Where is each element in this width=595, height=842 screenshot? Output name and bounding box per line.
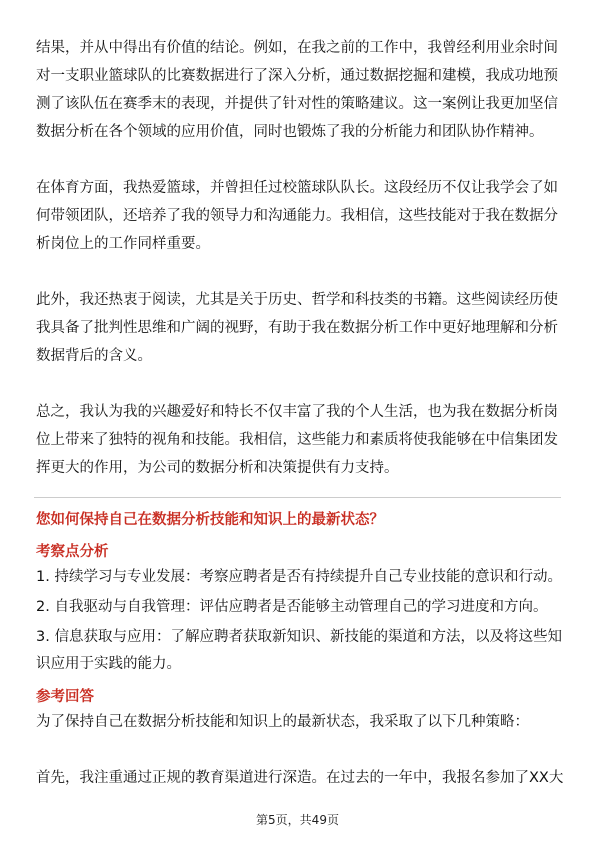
list-item: 3. 信息获取与应用：了解应聘者获取新知识、新技能的渠道和方法，以及将这些知 [36, 629, 562, 645]
answer-heading: 参考回答 [36, 689, 94, 705]
answer-intro: 为了保持自己在数据分析技能和知识上的最新状态，我采取了以下几种策略： [36, 714, 529, 730]
paragraph-line: 析岗位上的工作同样重要。 [36, 236, 210, 252]
paragraph-3 [36, 286, 564, 370]
paragraph-line: 此外，我还热衷于阅读，尤其是关于历史、哲学和科技类的书籍。这些阅读经历使 [36, 292, 558, 308]
list-item: 识应用于实践的能力。 [36, 656, 181, 672]
paragraph-line: 在体育方面，我热爱篮球，并曾担任过校篮球队队长。这段经历不仅让我学会了如 [36, 180, 558, 196]
list-item: 1. 持续学习与专业发展：考察应聘者是否有持续提升自己专业技能的意识和行动。 [36, 569, 562, 585]
paragraph-1 [36, 34, 564, 146]
paragraph-4 [36, 398, 564, 482]
list-item: 2. 自我驱动与自我管理：评估应聘者是否能够主动管理自己的学习进度和方向。 [36, 599, 548, 615]
paragraph-line: 对一支职业篮球队的比赛数据进行了深入分析，通过数据挖掘和建模，我成功地预 [36, 68, 558, 84]
paragraph-line: 结果，并从中得出有价值的结论。例如，在我之前的工作中，我曾经利用业余时间 [36, 40, 558, 56]
paragraph-line: 数据分析在各个领域的应用价值，同时也锻炼了我的分析能力和团队协作精神。 [36, 124, 544, 140]
answer-paragraph: 首先，我注重通过正规的教育渠道进行深造。在过去的一年中，我报名参加了XX大 [36, 770, 564, 786]
section-divider [34, 497, 561, 498]
question-heading: 您如何保持自己在数据分析技能和知识上的最新状态？ [36, 512, 384, 528]
paragraph-line: 测了该队伍在赛季末的表现，并提供了针对性的策略建议。这一案例让我更加坚信 [36, 96, 558, 112]
paragraph-line: 数据背后的含义。 [36, 348, 152, 364]
analysis-heading: 考察点分析 [36, 544, 109, 560]
paragraph-line: 我具备了批判性思维和广阔的视野，有助于我在数据分析工作中更好地理解和分析 [36, 320, 558, 336]
paragraph-line: 挥更大的作用，为公司的数据分析和决策提供有力支持。 [36, 460, 399, 476]
page-number: 第5页，共49页 [256, 813, 339, 827]
paragraph-line: 总之，我认为我的兴趣爱好和特长不仅丰富了我的个人生活，也为我在数据分析岗 [36, 404, 558, 420]
paragraph-2 [36, 174, 564, 258]
paragraph-line: 何带领团队，还培养了我的领导力和沟通能力。我相信，这些技能对于我在数据分 [36, 208, 558, 224]
paragraph-line: 位上带来了独特的视角和技能。我相信，这些能力和素质将使我能够在中信集团发 [36, 432, 558, 448]
